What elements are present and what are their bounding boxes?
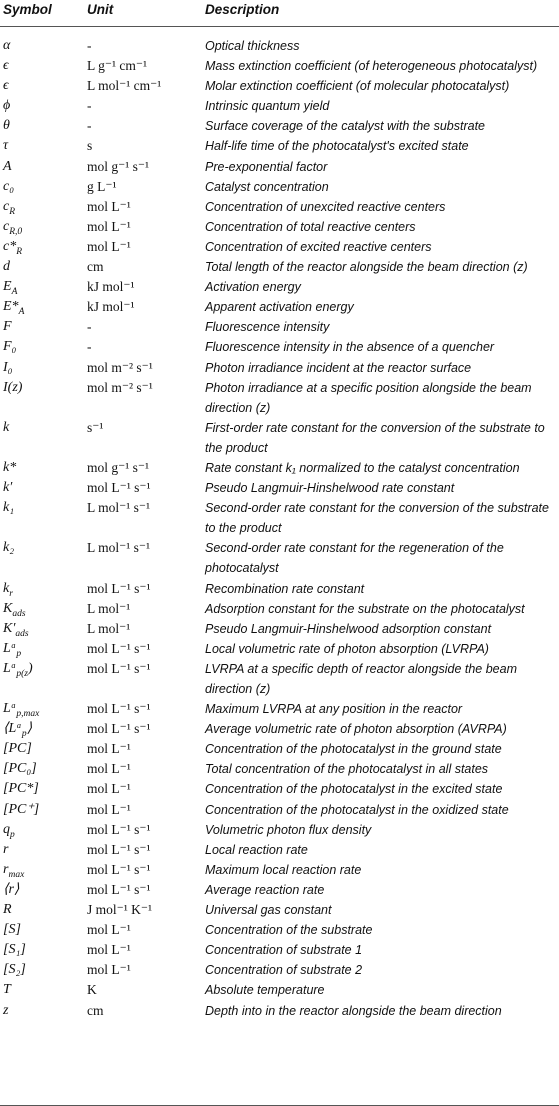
table-header (0, 0, 559, 26)
description-cell: Concentration of substrate 1 (205, 943, 363, 958)
symbol-cell: k (3, 419, 10, 435)
symbol-cell: A (3, 158, 12, 174)
description-cell: Activation energy (205, 280, 301, 295)
description-cell: Maximum local reaction rate (205, 862, 362, 877)
symbol-cell: r (3, 841, 9, 857)
table-row (0, 478, 559, 498)
unit-cell: J mol⁻¹ K⁻¹ (87, 902, 153, 918)
description-cell: Rate constant k₁ normalized to the catalyst concentration (205, 460, 520, 475)
symbol-cell: [PC₀] (3, 761, 37, 777)
header-description: Description (205, 2, 280, 17)
description-cell: Concentration of excited reactive centers (205, 239, 432, 254)
unit-cell: - (87, 118, 92, 134)
unit-cell: mol L⁻¹ (87, 781, 131, 797)
table-row (0, 237, 559, 257)
unit-cell: mol L⁻¹ (87, 761, 131, 777)
table-row (0, 579, 559, 599)
symbol-cell: z (3, 1002, 9, 1018)
table-row (0, 458, 559, 478)
symbol-cell: [S₁] (3, 942, 26, 958)
table-row (0, 378, 559, 418)
unit-cell: mol L⁻¹ (87, 218, 131, 234)
symbol-cell: d (3, 259, 10, 275)
unit-cell: - (87, 38, 92, 53)
unit-cell: cm (87, 259, 104, 275)
symbol-cell: ϕ (3, 98, 11, 114)
symbol-cell: $q_p$ (3, 821, 15, 840)
table-body (0, 36, 559, 1021)
symbol-cell: [PC⁺] (3, 801, 40, 817)
description-cell: Fluorescence intensity (205, 320, 330, 335)
symbol-cell: F₀ (3, 339, 17, 355)
table-row (0, 277, 559, 297)
unit-cell: mol L⁻¹ s⁻¹ (87, 701, 151, 717)
description-cell: LVRPA at a specific depth of reactor alongside the beam direction (z) (205, 661, 517, 696)
table-row (0, 920, 559, 940)
description-cell: Mass extinction coefficient (of heterogeneous photocatalyst) (205, 59, 538, 74)
unit-cell: s (87, 138, 93, 154)
table-row (0, 317, 559, 337)
symbol-cell: I(z) (3, 379, 23, 395)
description-cell: Photon irradiance incident at the reactor surface (205, 360, 472, 375)
table-row (0, 96, 559, 116)
table-row (0, 840, 559, 860)
table-row (0, 257, 559, 277)
table-row (0, 699, 559, 719)
table-row (0, 56, 559, 76)
table-row (0, 217, 559, 237)
unit-cell: L mol⁻¹ (87, 620, 131, 636)
symbol-cell: ϵ (3, 78, 9, 94)
header-unit: Unit (87, 2, 114, 17)
unit-cell: mol g⁻¹ s⁻¹ (87, 459, 150, 475)
description-cell: Local reaction rate (205, 842, 308, 857)
table-row (0, 639, 559, 659)
symbol-cell: $E*_A$ (3, 299, 25, 318)
table-row (0, 820, 559, 840)
table-row (0, 900, 559, 920)
table-row (0, 800, 559, 820)
symbol-cell: [PC] (3, 741, 32, 757)
table-row (0, 116, 559, 136)
unit-cell: mol L⁻¹ s⁻¹ (87, 660, 151, 676)
symbol-cell: $K'_{ads}$ (3, 620, 29, 639)
unit-cell: - (87, 319, 92, 335)
unit-cell: mol L⁻¹ (87, 741, 131, 757)
description-cell: Photon irradiance at a specific position alongside the beam direction (z) (205, 380, 532, 415)
symbol-cell: I₀ (3, 359, 13, 375)
symbol-cell: $c_R$ (3, 198, 16, 217)
symbol-cell: k₁ (3, 500, 15, 516)
unit-cell: kJ mol⁻¹ (87, 279, 135, 295)
description-cell: Concentration of total reactive centers (205, 219, 416, 234)
symbol-cell: ϵ (3, 58, 9, 74)
unit-cell: L g⁻¹ cm⁻¹ (87, 58, 148, 74)
unit-cell: mol L⁻¹ s⁻¹ (87, 480, 151, 496)
description-cell: Total concentration of the photocatalyst in all states (205, 762, 489, 777)
symbol-cell: c₀ (3, 178, 15, 194)
symbol-cell: ⟨r⟩ (3, 881, 20, 897)
unit-cell: L mol⁻¹ cm⁻¹ (87, 78, 162, 94)
symbol-cell: ⟨Lᵃ$_p$⟩ (3, 721, 33, 739)
description-cell: Depth into in the reactor alongside the beam direction (205, 1003, 502, 1018)
header-symbol: Symbol (3, 2, 52, 17)
table-row (0, 538, 559, 578)
table-row (0, 358, 559, 378)
symbol-cell: $E_A$ (3, 279, 18, 297)
symbol-cell: k* (3, 459, 17, 475)
description-cell: Pseudo Langmuir-Hinshelwood adsorption constant (205, 621, 492, 636)
table-row (0, 418, 559, 458)
unit-cell: mol L⁻¹ s⁻¹ (87, 861, 151, 877)
unit-cell: mol L⁻¹ s⁻¹ (87, 721, 151, 737)
table-row (0, 980, 559, 1000)
unit-cell: K (87, 982, 97, 998)
table-row (0, 36, 559, 56)
symbol-cell: F (3, 319, 12, 335)
unit-cell: g L⁻¹ (87, 178, 117, 194)
description-cell: Pre-exponential factor (205, 159, 328, 174)
table-row (0, 940, 559, 960)
description-cell: Surface coverage of the catalyst with the substrate (205, 119, 486, 134)
unit-cell: - (87, 339, 92, 355)
unit-cell: mol L⁻¹ (87, 198, 131, 214)
description-cell: Molar extinction coefficient (of molecular photocatalyst) (205, 79, 510, 94)
unit-cell: mol L⁻¹ s⁻¹ (87, 881, 151, 897)
symbol-cell: R (3, 902, 12, 918)
table-row (0, 76, 559, 96)
symbol-cell: k₂ (3, 540, 15, 556)
description-cell: Total length of the reactor alongside the beam direction (z) (205, 260, 528, 275)
description-cell: Concentration of the photocatalyst in the excited state (205, 782, 503, 797)
symbol-cell: τ (3, 138, 9, 154)
description-cell: Apparent activation energy (205, 300, 354, 315)
unit-cell: mol L⁻¹ s⁻¹ (87, 841, 151, 857)
symbol-cell: Lᵃ$_{p(z}$) (3, 660, 33, 679)
table-row (0, 659, 559, 699)
unit-cell: mol L⁻¹ s⁻¹ (87, 640, 151, 656)
symbol-cell: T (3, 982, 11, 998)
unit-cell: mol L⁻¹ (87, 942, 131, 958)
unit-cell: - (87, 98, 92, 114)
description-cell: Concentration of the substrate (205, 923, 373, 938)
description-cell: Concentration of substrate 2 (205, 963, 363, 978)
description-cell: Adsorption constant for the substrate on the photocatalyst (205, 601, 525, 616)
unit-cell: cm (87, 1002, 104, 1018)
unit-cell: mol m⁻² s⁻¹ (87, 379, 153, 395)
table-row (0, 297, 559, 317)
description-cell: Fluorescence intensity in the absence of a quencher (205, 340, 495, 355)
symbol-cell: $c_{R,0}$ (3, 218, 23, 237)
symbol-cell: $k_r$ (3, 580, 13, 599)
symbol-cell: α (3, 38, 11, 53)
symbol-cell: Lᵃ$_p$ (3, 640, 22, 659)
symbol-cell: $c*_R$ (3, 238, 23, 257)
table-row (0, 197, 559, 217)
symbol-cell: Lᵃ$_{p,max}$ (3, 701, 40, 719)
unit-cell: mol L⁻¹ (87, 238, 131, 254)
symbol-cell: $K_{ads}$ (3, 600, 26, 619)
unit-cell: L mol⁻¹ s⁻¹ (87, 540, 151, 556)
table-row (0, 177, 559, 197)
unit-cell: kJ mol⁻¹ (87, 299, 135, 315)
unit-cell: mol g⁻¹ s⁻¹ (87, 158, 150, 174)
symbol-cell: [S₂] (3, 962, 26, 978)
table-row (0, 619, 559, 639)
symbol-cell: [S] (3, 922, 21, 938)
description-cell: Volumetric photon flux density (205, 822, 372, 837)
table-row (0, 136, 559, 156)
table-row (0, 498, 559, 538)
description-cell: First-order rate constant for the conversion of the substrate to the product (205, 420, 545, 455)
symbol-cell: k′ (3, 480, 13, 496)
description-cell: Intrinsic quantum yield (205, 99, 330, 114)
description-cell: Recombination rate constant (205, 581, 365, 596)
unit-cell: mol L⁻¹ s⁻¹ (87, 821, 151, 837)
unit-cell: mol L⁻¹ s⁻¹ (87, 580, 151, 596)
description-cell: Catalyst concentration (205, 179, 329, 194)
description-cell: Local volumetric rate of photon absorption (LVRPA) (205, 641, 489, 656)
unit-cell: L mol⁻¹ (87, 600, 131, 616)
unit-cell: mol L⁻¹ (87, 922, 131, 938)
unit-cell: mol m⁻² s⁻¹ (87, 359, 153, 375)
description-cell: Average reaction rate (205, 882, 325, 897)
description-cell: Optical thickness (205, 39, 300, 53)
table-row (0, 739, 559, 759)
description-cell: Half-life time of the photocatalyst's excited state (205, 139, 469, 154)
table-row (0, 157, 559, 177)
unit-cell: mol L⁻¹ (87, 801, 131, 817)
table-row (0, 779, 559, 799)
table-row (0, 599, 559, 619)
unit-cell: s⁻¹ (87, 419, 104, 435)
unit-cell: mol L⁻¹ (87, 962, 131, 978)
description-cell: Concentration of unexcited reactive centers (205, 199, 446, 214)
symbol-cell: [PC*] (3, 781, 39, 797)
table-row (0, 719, 559, 739)
unit-cell: L mol⁻¹ s⁻¹ (87, 500, 151, 516)
description-cell: Maximum LVRPA at any position in the reactor (205, 702, 463, 717)
table-row (0, 960, 559, 980)
description-cell: Universal gas constant (205, 903, 332, 918)
description-cell: Second-order rate constant for the regeneration of the photocatalyst (205, 541, 504, 576)
description-cell: Concentration of the photocatalyst in the ground state (205, 742, 502, 757)
description-cell: Pseudo Langmuir-Hinshelwood rate constant (205, 481, 455, 496)
symbol-cell: $r_{max}$ (3, 861, 25, 880)
symbol-cell: θ (3, 118, 10, 134)
table-row (0, 759, 559, 779)
table-row (0, 880, 559, 900)
description-cell: Absolute temperature (205, 983, 325, 998)
description-cell: Concentration of the photocatalyst in the oxidized state (205, 802, 509, 817)
table-row (0, 337, 559, 357)
table-row (0, 1001, 559, 1021)
description-cell: Second-order rate constant for the conversion of the substrate to the product (205, 501, 549, 536)
header-rule (0, 26, 559, 27)
description-cell: Average volumetric rate of photon absorption (AVRPA) (205, 722, 507, 737)
table-row (0, 860, 559, 880)
